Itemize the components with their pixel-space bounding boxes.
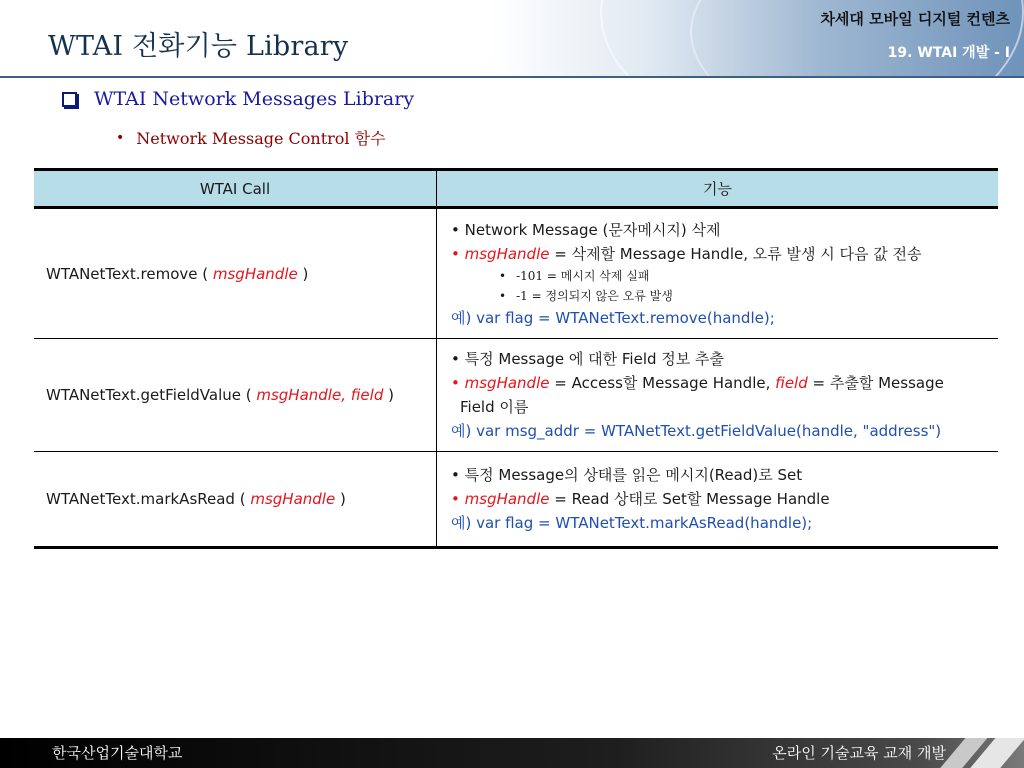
example-line: 예) var flag = WTANetText.remove(handle); [451, 308, 775, 327]
param-line: • msgHandle = Access할 Message Handle, field = 추출할 Message [451, 374, 944, 392]
description-line: • 특정 Message의 상태를 읽은 메시지(Read)로 Set [451, 466, 803, 484]
example-line: 예) var msg_addr = WTANetText.getFieldValue(handle, "address") [451, 422, 942, 440]
checkbox-icon [62, 92, 77, 107]
header-divider [0, 76, 1024, 78]
slide-header [0, 0, 1024, 76]
call-close: ) [335, 490, 346, 508]
error-code-item: • -1 = 정의되지 않은 오류 발생 [499, 288, 673, 303]
slide-footer [0, 738, 1024, 768]
table-row [34, 339, 998, 452]
example-line: 예) var flag = WTANetText.markAsRead(handle); [451, 514, 813, 532]
table-row [34, 208, 998, 339]
section-heading [62, 88, 414, 110]
wtai-function-table [34, 168, 998, 549]
table-row [34, 452, 998, 548]
call-param: msgHandle [250, 490, 336, 508]
description-line: • 특정 Message 에 대한 Field 정보 추출 [451, 350, 725, 368]
subsection-heading-text: Network Message Control 함수 [136, 129, 386, 148]
course-tag: 차세대 모바일 디지털 컨텐츠 [820, 10, 1010, 28]
call-close: ) [297, 264, 309, 283]
footer-course: 온라인 기술교육 교재 개발 [772, 744, 946, 762]
error-code-item: • -101 = 메시지 삭제 실패 [499, 268, 650, 283]
function-cell [437, 208, 999, 339]
bullet-icon: • [116, 129, 125, 146]
function-cell [437, 339, 999, 452]
call-name: WTANetText.remove ( [46, 264, 213, 283]
call-param: msgHandle, field [256, 386, 384, 404]
call-close: ) [383, 386, 394, 404]
param-line: • msgHandle = Read 상태로 Set할 Message Handle [451, 490, 830, 508]
call-cell [34, 452, 437, 548]
column-header-call: WTAI Call [34, 170, 437, 208]
call-cell [34, 339, 437, 452]
subsection-heading [116, 126, 386, 149]
column-header-function: 기능 [437, 170, 999, 208]
slide-title: WTAI 전화기능 Library [48, 31, 349, 62]
call-cell [34, 208, 437, 339]
section-heading-text: WTAI Network Messages Library [94, 88, 415, 110]
call-param: msgHandle [212, 264, 298, 283]
description-line: • Network Message (문자메시지) 삭제 [451, 220, 721, 239]
call-name: WTANetText.getFieldValue ( [46, 386, 257, 404]
call-name: WTANetText.markAsRead ( [46, 490, 251, 508]
table-header-row [34, 170, 998, 208]
param-line: • msgHandle = 삭제할 Message Handle, 오류 발생 시 다음 값 전송 [451, 244, 922, 263]
param-line-continued: Field 이름 [460, 398, 529, 416]
function-cell [437, 452, 999, 548]
footer-institution: 한국산업기술대학교 [52, 744, 183, 762]
chapter-label: 19. WTAI 개발 - I [887, 45, 1010, 61]
